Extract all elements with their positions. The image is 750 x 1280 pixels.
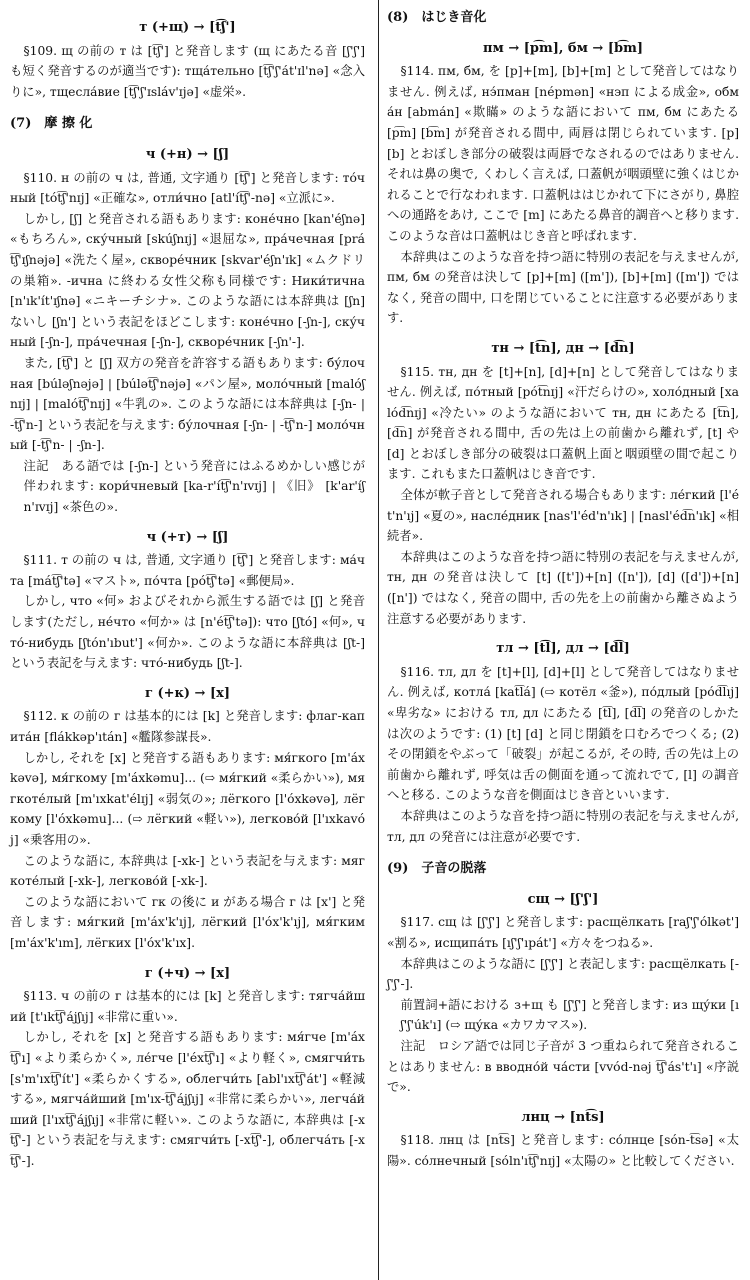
- rule-heading: тн → [t͡n], дн → [d͡n]: [491, 340, 635, 356]
- paragraph: 本辞典はこのような音を持つ語に特別の表記を与えませんが, пм, бм の発音は決して [p]+[m] ([m']), [b]+[m] ([m']) ではなく, 発音の間中, 口を閉じていることに注意する必要があります.: [387, 249, 739, 326]
- section-heading: (8) はじき音化: [387, 10, 487, 25]
- paragraph: §114. пм, бм, を [p]+[m], [b]+[m] として発音してはなりません. 例えば, нэ́пман [népmən] «нэп による成金», обма́н [abmán] «欺瞞» のような語において пм, бм にあたる [p͡m] [b͡m] が発音される間中, 両唇は閉じられています. [p] [b] とおぼしき部分の破裂は両唇でなされるのではありません. それは鼻の奥で, くわしく言えば, 口蓋帆が咽頭壁に強くはじかれることで行なわれます. 口蓋帆ははじかれて下にさがり, 鼻腔への通路をあけ, ここで [m] にあたる鼻音的調音へと移ります. このような音は口蓋帆はじき音と呼ばれます.: [387, 64, 739, 243]
- paragraph: しかし, что «何» およびそれから派生する語では [ʃ] と発音します(ただし, не́что «何か» は [n'ét͡ʃ'tə]): что [ʃtó] «何», что́-нибудь [ʃtón'ıbut'] «何か». このような語に本辞典は [ʃt-] という表記を与えます: что́-нибудь [ʃt-].: [10, 594, 365, 671]
- paragraph: 本辞典はこのような音を持つ語に特別の表記を与えませんが, тл, дл の発音には注意が必要です.: [387, 808, 739, 844]
- rule-heading: лнц → [nt͡s]: [521, 1109, 605, 1125]
- paragraph: §111. т の前の ч は, 普通, 文字通り [t͡ʃ'] と発音します: ма́чта [mát͡ʃ'tə] «マスト», по́чта [pót͡ʃ'tə] «郵便局».: [10, 553, 365, 588]
- rule-heading: т (+щ) → [t͡ʃ']: [139, 20, 236, 35]
- section-heading: (7) 摩 擦 化: [10, 116, 93, 132]
- column-divider: [378, 0, 379, 1280]
- note-paragraph: 前置詞+語における з+щ も [ʃ'ʃ'] と発音します: из щу́ки [ıʃ'ʃ'úk'ı] (⇨ щу́ка «カワカマス»).: [400, 997, 739, 1033]
- paragraph: このような語において гк の後に и がある場合 г は [x'] と発音します: мя́гкий [m'áx'k'ıj], лёгкий [l'óx'k'ıj], мя́гким [m'áx'k'ım], лёгких [l'óx'k'ıx].: [10, 894, 365, 950]
- paragraph: §112. к の前の г は基本的には [k] と発音します: флаг-капита́н [flákkəp'ıtán] «艦隊参謀長».: [10, 709, 365, 744]
- paragraph: §115. тн, дн を [t]+[n], [d]+[n] として発音してはなりません. 例えば, по́тный [pót͡nɪj] «汗だらけの», холо́дный [xalód͡nɪj] «冷たい» のような語において тн, дн にあたる [t͡n], [d͡n] が発音される間中, 舌の先は上の前歯から離れず, [t] や [d] とおぼしき部分の破裂は口蓋帆上面と咽頭壁の間で起こります. これもまた口蓋帆はじき音です.: [387, 364, 739, 482]
- paragraph: 本辞典はこのような音を持つ語に特別の表記を与えませんが, тн, дн の発音は決して [t] ([t'])+[n] ([n']), [d] ([d'])+[n] ([n']) ではなく, 発音の間中, 舌の先を上の前歯から離さぬよう注意する必要があります.: [387, 549, 739, 626]
- rule-heading: г (+ч) → [x]: [144, 965, 231, 981]
- note-paragraph: 注記 ある語では [-ʃn-] という発音にはふるめかしい感じが伴われます: кори́чневый [ka-r'ít͡ʃ'n'ɪvɪj] | 《旧》 [k'ar'íʃn'ɪvɪj] «茶色の».: [23, 458, 365, 515]
- right-column: [387, 8, 739, 1171]
- paragraph: §116. тл, дл を [t]+[l], [d]+[l] として発音してはなりません. 例えば, котла́ [kat͡lá] (⇨ котёл «釜»), по́длый [pód͡lıj] «卑劣な» における тл, дл にあたる [t͡l], [d͡l] の発音のしかたは次のようです: (1) [t] [d] と同じ閉鎖を口むろでつくる; (2) その閉鎖をやぶって「破裂」が起こるが, その時, 舌の先は上の前歯から離れず, 呼気は舌の側面を通って流れでて, [l] の調音へと移る. このような音を側面はじき音といいます.: [387, 664, 739, 803]
- paragraph: §113. ч の前の г は基本的には [k] と発音します: тягча́йший [t'ıkt͡ʃ'ájʃıj] «非常に重い».: [10, 989, 365, 1024]
- paragraph: このような語に, 本辞典は [-xk-] という表記を与えます: мягкоте́лый [-xk-], легково́й [-xk-].: [10, 853, 365, 889]
- paragraph: 本辞典はこのような語に [ʃ'ʃ'] と表記します: расщёлкать [-ʃ'ʃ'-].: [387, 956, 739, 992]
- rule-heading: ч (+н) → [ʃ]: [145, 146, 230, 162]
- rule-heading: сщ → [ʃ'ʃ']: [527, 891, 599, 907]
- rule-heading: тл → [t͡l], дл → [d͡l]: [496, 641, 630, 657]
- rule-heading: пм → [p͡m], бм → [b͡m]: [482, 40, 643, 56]
- paragraph: §109. щ の前の т は [t͡ʃ'] と発音します (щ にあたる音 [ʃ'ʃ'] も短く発音するのが適当です): тща́тельно [t͡ʃ'ʃ'át'ɪl'nə] «念入りに», тщесла́вие [t͡ʃ'ʃ'ɪsláv'ɪjə] «虚栄».: [10, 43, 365, 99]
- paragraph: 全体が軟子音として発音される場合もあります: ле́гкий [l'ét'n'ıj] «夏の», насле́дник [nas'l'éd'n'ık] | [nasl'éd͡n'ık] «相続者».: [387, 488, 739, 544]
- left-column: [10, 8, 365, 1171]
- paragraph: §110. н の前の ч は, 普通, 文字通り [t͡ʃ'] と発音します: то́чный [tót͡ʃ'nɪj] «正確な», отли́чно [atl'ít͡ʃ'-nə] «立派に».: [10, 170, 365, 206]
- paragraph: §118. лнц は [nt͡s] と発音します: со́лнце [són-t͡sə] «太陽». со́лнечный [sóln'ıt͡ʃ'nɪj] «太陽の» と比較してください.: [387, 1133, 739, 1168]
- paragraph: しかし, それを [x] と発音する語もあります: мя́гкого [m'áxkəvə], мя́гкому [m'áxkəmu]... (⇨ мя́гкий «柔らかい»), мягкоте́лый [m'ıxkat'élɪj] «弱気の»; лёгкого [l'óxkəvə], лёгкому [l'óxkəmu]... (⇨ лёгкий «軽い»), легково́й [l'ıxkavój] «乗客用の».: [10, 750, 365, 847]
- paragraph: 注記 ロシア語では同じ子音が 3 つ重ねられて発音されることはありません: в вводно́й ча́сти [vvód-nəj t͡ʃ'ás't'ı] «序説で».: [387, 1038, 739, 1095]
- paragraph: しかし, それを [x] と発音する語もあります: мя́гче [m'áxt͡ʃ'ı] «より柔らかく», ле́гче [l'éxt͡ʃ'ı] «より軽く», смягчи́ть [s'm'ıxt͡ʃ'ít'] «柔らかくする», облегчи́ть [abl'ıxt͡ʃ'át'] «軽減する», мягча́йший [m'ıx-t͡ʃ'ájʃıj] «非常に柔らかい», легча́йший [l'ıxt͡ʃ'ájʃıj] «非常に軽い». このような語に, 本辞典は [-xt͡ʃ'-] という表記を与えます: смягчи́ть [-xt͡ʃ'-], облегча́ть [-xt͡ʃ'-].: [10, 1030, 365, 1168]
- rule-heading: г (+к) → [x]: [144, 685, 231, 701]
- rule-heading: ч (+т) → [ʃ]: [146, 529, 229, 545]
- paragraph: §117. сщ は [ʃ'ʃ'] と発音します: расщёлкать [raʃ'ʃ'ólkət'] «割る», исщипа́ть [ıʃ'ʃ'ıpát'] «方々をつねる».: [387, 915, 739, 950]
- paragraph: また, [t͡ʃ'] と [ʃ] 双方の発音を許容する語もあります: бу́лочная [búləʃnəjə] | [búlət͡ʃ'nəjə] «パン屋», моло́чный [malóʃnɪj] | [malót͡ʃ'nɪj] «牛乳の». このような語には本辞典は [-ʃn- | -t͡ʃ'n-] という表記を与えます: бу́лочная [-ʃn- | -t͡ʃ'n-] моло́чный [-t͡ʃ'n- | -ʃn-].: [10, 355, 365, 453]
- paragraph: しかし, [ʃ] と発音される語もあります: коне́чно [kan'éʃnə] «もちろん», ску́чный [skúʃnɪj] «退屈な», пра́чечная [prát͡ʃ'ɪʃnəjə] «洗たく屋», скворе́чник [skvar'éʃn'ɪk] «ムクドリの巣箱». -ична に終わる女性父称も同様です: Ники́тична [n'ık'ít'ɪʃnə] «ニキーチシナ». このような語には本辞典は [ʃn] ないし [ʃn'] という表記をほどこします: коне́чно [-ʃn-], ску́чный [-ʃn-], пра́чечная [-ʃn-], скворе́чник [-ʃn'-].: [10, 211, 365, 350]
- section-heading: (9) 子音の脱落: [387, 861, 487, 877]
